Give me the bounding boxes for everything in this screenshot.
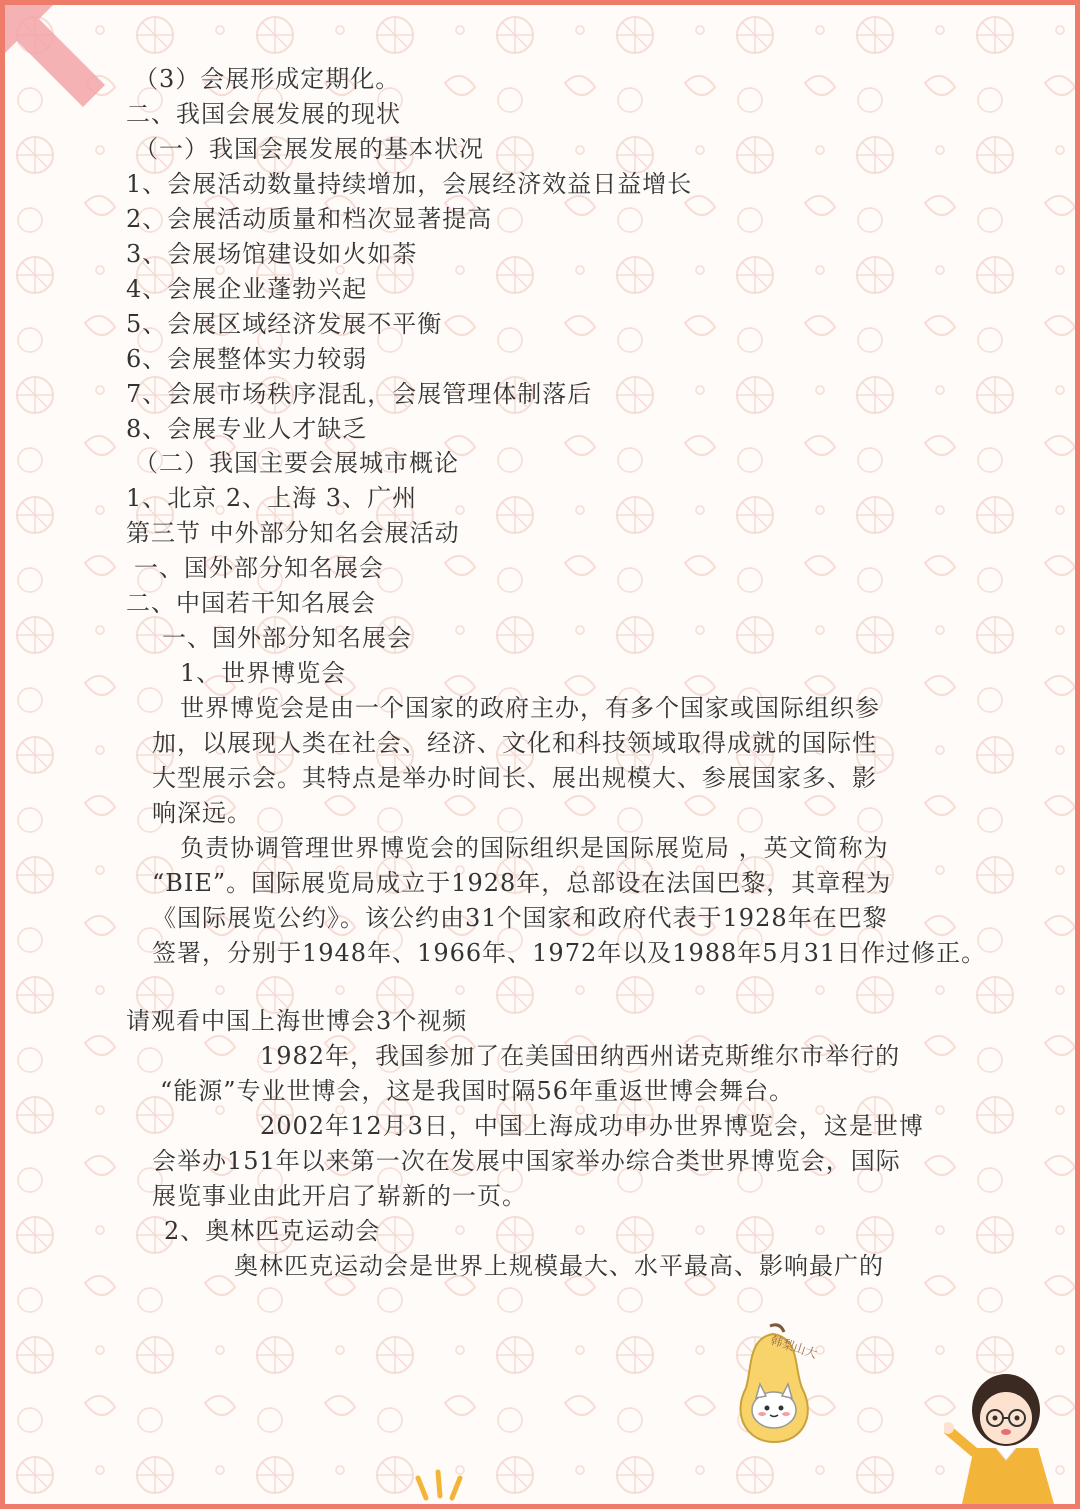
text-line: 1、北京 2、上海 3、广州	[126, 484, 418, 512]
text-line: 展览事业由此开启了崭新的一页。	[152, 1182, 527, 1210]
text-line: 1、世界博览会	[180, 659, 347, 687]
text-line: 7、会展市场秩序混乱，会展管理体制落后	[126, 380, 593, 408]
brand-signature: 韩梨山大	[768, 1332, 819, 1362]
text-line: 5、会展区域经济发展不平衡	[126, 310, 443, 338]
text-line: 请观看中国上海世博会3个视频	[126, 1007, 468, 1035]
text-line: 2、会展活动质量和档次显著提高	[126, 205, 493, 233]
girl-illustration	[944, 1368, 1074, 1504]
text-line: 一、国外部分知名展会	[134, 554, 384, 582]
text-line: 世界博览会是由一个国家的政府主办，有多个国家或国际组织参	[180, 694, 880, 722]
text-line: “BIE”。国际展览局成立于1928年，总部设在法国巴黎，其章程为	[152, 869, 892, 897]
text-line: 负责协调管理世界博览会的国际组织是国际展览局 ，英文简称为	[180, 834, 889, 862]
text-line: “能源”专业世博会，这是我国时隔56年重返世博会舞台。	[160, 1077, 795, 1105]
text-line: （一）我国会展发展的基本状况	[134, 135, 484, 163]
text-line: 一、国外部分知名展会	[162, 624, 412, 652]
text-line: （二）我国主要会展城市概论	[134, 449, 459, 477]
text-line: 二、我国会展发展的现状	[126, 100, 401, 128]
text-line: （3）会展形成定期化。	[134, 65, 401, 93]
text-line: 1、会展活动数量持续增加，会展经济效益日益增长	[126, 170, 693, 198]
sparkle-rays-icon	[410, 1468, 470, 1504]
corner-arrow-icon	[5, 5, 115, 115]
text-line: 响深远。	[152, 799, 252, 827]
text-line: 4、会展企业蓬勃兴起	[126, 275, 368, 303]
text-line: 6、会展整体实力较弱	[126, 345, 368, 373]
text-line: 1982年，我国参加了在美国田纳西州诺克斯维尔市举行的	[260, 1042, 901, 1070]
text-line: 会举办151年以来第一次在发展中国家举办综合类世界博览会，国际	[152, 1147, 901, 1175]
text-line: 奥林匹克运动会是世界上规模最大、水平最高、影响最广的	[234, 1252, 884, 1280]
text-line: 第三节 中外部分知名会展活动	[126, 519, 460, 547]
text-line: 2、奥林匹克运动会	[164, 1217, 381, 1245]
text-line: 大型展示会。其特点是举办时间长、展出规模大、参展国家多、影	[152, 764, 877, 792]
text-line: 二、中国若干知名展会	[126, 589, 376, 617]
text-line: 3、会展场馆建设如火如荼	[126, 240, 418, 268]
text-line: 《国际展览公约》。该公约由31个国家和政府代表于1928年在巴黎	[152, 904, 888, 932]
text-line: 8、会展专业人才缺乏	[126, 415, 368, 443]
text-line: 加，以展现人类在社会、经济、文化和科技领域取得成就的国际性	[152, 729, 877, 757]
text-line: 2002年12月3日，中国上海成功申办世界博览会，这是世博	[260, 1112, 924, 1140]
text-line: 签署，分别于1948年、1966年、1972年以及1988年5月31日作过修正。	[152, 939, 987, 967]
